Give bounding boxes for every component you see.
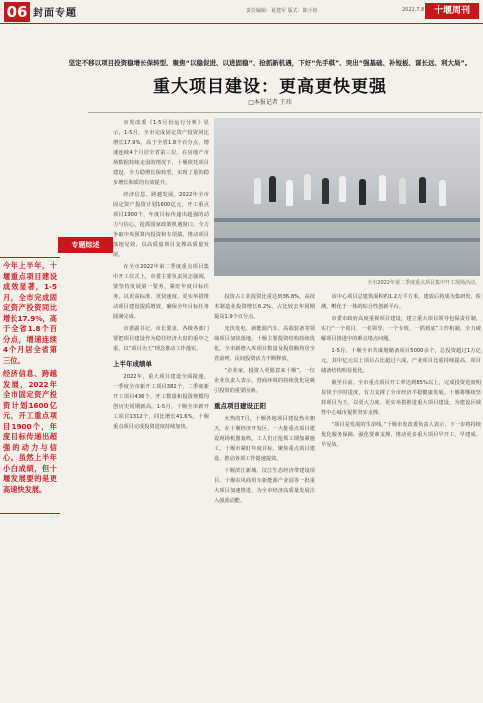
- paragraph: 光伏发电、新能源汽车、高端装备等领域项目加快落地，十堰主要投资结构持续优化。全市新增入库项目数量及投资额均居全省前列，民间投资活力不断释放。: [214, 326, 315, 362]
- person-figure: [399, 178, 406, 204]
- news-photo: [214, 118, 480, 276]
- person-figure: [286, 180, 293, 206]
- paragraph: 火热的7月，十堰各地项目建设热火朝天。在十堰经济开发区，一大批重点项目建设现场机器轰鸣，工人们正抢抓工期加紧施工。十堰市紧盯年度目标，聚焦重点项目建设，推动各项工作提速提效。: [214, 416, 315, 462]
- article-byline: □本报记者 王玮: [248, 99, 292, 106]
- person-figure: [269, 176, 276, 202]
- paragraph: 经济信息、跨越发展。2022年全市固定资产投资计划1600亿元，开工重点项目1900个，年度目标传递出超强的动力与信心。抢抓国家政策机遇窗口，全力争取中央预算内投资和专项债，推动项目落地见效，以高质量项目支撑高质量发展。: [113, 192, 209, 258]
- machine-row: [214, 218, 480, 222]
- brand-logo: 十堰周刊: [425, 3, 479, 19]
- paragraph: 市发改委《1-5月份运行分析》显示，1-5月，全市完成固定资产投资同比增长17.9%，高于全省1.8个百分点，增速连续4个月居全省第三位。在房地产市场数据持续走弱的情况下，十堰依托项目建设，全力稳增长保转型，实现了量的稳步增长和质的有效提升。: [113, 120, 209, 186]
- person-figure: [254, 178, 261, 204]
- paragraph: 市委副书记、市长要求，各级各部门要把项目建设作为稳住经济大盘的重中之重，以“项目为王”理念推动工作落实。: [113, 326, 209, 352]
- person-figure: [439, 180, 446, 206]
- page-header: [0, 0, 483, 24]
- person-figure: [304, 174, 311, 200]
- paragraph: 1-5月，十堰全市共谋划储备项目5000余个，总投资超过1万亿元。其中亿元以上项目占比超过六成，产业项目比重持续提高，项目储备结构明显优化。: [321, 348, 481, 374]
- paragraph: 该中心项目总建筑面积约1.2万平方米，建成后将成为集研发、检测、孵化于一体的综合性创新平台。: [321, 294, 481, 310]
- article-column-3: [321, 292, 481, 698]
- header-rule: [0, 23, 483, 24]
- person-figure: [379, 175, 386, 201]
- sidebar-paragraph: 经济信息、跨越发展，2022年全市固定资产投资计划1600亿元，开工重点项目1900个，年度目标传递出超强的动力与信心。虽然上半年小白成绩，但十堰发展要的是更高速快发展。: [3, 369, 57, 494]
- photo-caption: 全市2022年第二季度重点项目集中开工现场活动。: [367, 280, 480, 286]
- sidebar-paragraph: 今年上半年，十堰重点项目建设成效显著，1-5月，全市完成固定资产投资同比增长17.9%，高于全省1.8个百分点，增速连续4个月居全省第三位。: [3, 261, 57, 365]
- paragraph: 在全市2022年第二季度重点项目集中开工仪式上，市委主要负责同志强调，要坚持发展第一要务，紧盯年度目标任务，以更高标准、更快速度、更实举措推动项目建设提质增效，确保全年目标任务圆满完成。: [113, 264, 209, 320]
- article-column-1: [113, 118, 209, 698]
- section-title: 封面专题: [33, 8, 77, 19]
- paragraph: “企业家，投资人更愿意来十堰”，一位企业负责人表示，营商环境的持续优化是吸引投资的重要因素。: [214, 368, 315, 394]
- page-number: 06: [4, 2, 30, 22]
- article-column-2: [214, 292, 315, 698]
- person-figure: [419, 177, 426, 203]
- issue-date: 2022.7.8: [402, 7, 425, 13]
- paragraph: 市委市政府高度重视项目建设，建立重大项目领导包保责任制，实行“一个项目、一名领导、一个专班、一抓到底”工作机制，全力破解项目推进中的难点堵点问题。: [321, 316, 481, 342]
- section-heading: 重点项目建设正阳: [214, 402, 266, 410]
- sidebar-summary: [0, 257, 60, 514]
- machine-row: [214, 238, 480, 242]
- paragraph: 投资占工业投资比重达到36.8%，高技术制造业投资增长6.2%，占比较去年同期提高1.9个百分点。: [214, 294, 315, 320]
- person-figure: [359, 179, 366, 205]
- editors-credit: 责任编辑：夏建军 版式：陈小艳: [246, 8, 318, 14]
- paragraph: 2022年，重大项目建设全面提速。一季度全市新开工项目382个，二季度新开工项目436个，开工数量和投资规模均创历史同期新高。1-5月，十堰全市新开工项目1312个，同比增长41.6%，十堰重点项目完成投资进度持续加快。: [113, 374, 209, 430]
- article-subtitle: 坚定不移以项目投资稳增长保转型、聚焦“以稳促进、以进固稳”、抢抓新机遇，下好“先手棋”、突出“强基础、补短板、谋长远、利大局”。: [68, 59, 472, 67]
- sidebar-label: 专题综述: [58, 237, 113, 253]
- title-divider: [88, 112, 482, 113]
- person-figure: [322, 178, 329, 204]
- paragraph: 截至目前，全市重点项目开工率达到85%以上，完成投资进度明显快于序时进度，有力支撑了全市经济平稳健康发展。十堰将继续坚持项目为王，以更大力度、更实举措推进重大项目建设，为建设区域性中心城市提供坚实支撑。: [321, 380, 481, 416]
- paragraph: “项目是发展的生命线。”十堰市发改委负责人表示，下一步将持续优化服务保障，强化要素支撑，推动更多重大项目早开工、早建成、早见效。: [321, 422, 481, 448]
- article-headline: 重大项目建设：更高更快更强: [153, 77, 387, 97]
- person-figure: [339, 176, 346, 202]
- paragraph: 十堰滨江新城、汉江生态经济带建设项目、十堰东风商用车新能源产业园等一批重大项目加速推进，为全市经济高质量发展注入强劲动能。: [214, 468, 315, 504]
- section-heading: 上半年成绩单: [113, 360, 152, 368]
